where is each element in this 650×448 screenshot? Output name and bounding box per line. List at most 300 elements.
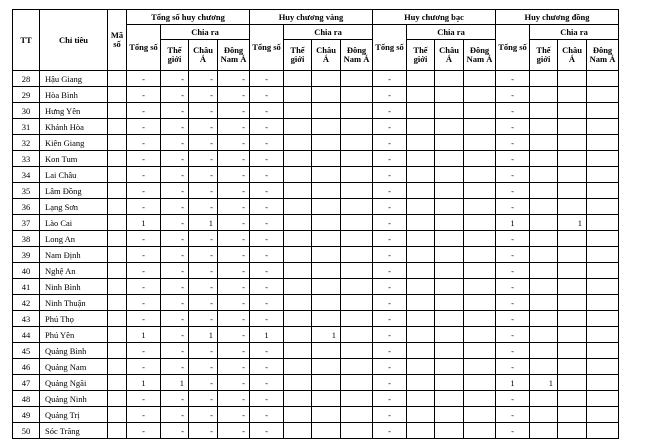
- value-cell: [558, 71, 587, 87]
- group-header-bronze: Huy chương đồng: [496, 10, 619, 25]
- value-cell: 1: [496, 375, 530, 391]
- value-cell: -: [250, 343, 284, 359]
- value-cell: [341, 135, 373, 151]
- value-cell: 1: [558, 215, 587, 231]
- value-cell: -: [189, 119, 218, 135]
- table-row: [13, 167, 619, 183]
- value-cell: [284, 215, 312, 231]
- value-cell: [312, 407, 341, 423]
- value-cell: [341, 151, 373, 167]
- value-cell: -: [161, 103, 189, 119]
- value-cell: -: [250, 87, 284, 103]
- value-cell: -: [218, 87, 250, 103]
- value-cell: [341, 119, 373, 135]
- value-cell: [435, 375, 464, 391]
- value-cell: -: [127, 119, 161, 135]
- value-cell: [530, 311, 558, 327]
- value-cell: [312, 135, 341, 151]
- table-row: [13, 263, 619, 279]
- value-cell: -: [218, 407, 250, 423]
- value-cell: [284, 391, 312, 407]
- tong-so-header: Tổng số: [373, 25, 407, 71]
- value-cell: -: [161, 71, 189, 87]
- value-cell: -: [250, 71, 284, 87]
- value-cell: 1: [530, 375, 558, 391]
- province-name: Lâm Đồng: [40, 183, 108, 199]
- value-cell: -: [496, 247, 530, 263]
- value-cell: [558, 391, 587, 407]
- table-row: [13, 375, 619, 391]
- value-cell: [341, 375, 373, 391]
- value-cell: [530, 103, 558, 119]
- value-cell: [284, 423, 312, 439]
- row-number: 48: [13, 391, 40, 407]
- value-cell: [312, 103, 341, 119]
- value-cell: -: [127, 359, 161, 375]
- value-cell: [530, 119, 558, 135]
- value-cell: [587, 167, 619, 183]
- value-cell: [312, 183, 341, 199]
- value-cell: [284, 231, 312, 247]
- value-cell: [341, 359, 373, 375]
- table-row: [13, 71, 619, 87]
- value-cell: -: [373, 311, 407, 327]
- value-cell: -: [218, 343, 250, 359]
- value-cell: [530, 247, 558, 263]
- value-cell: [530, 407, 558, 423]
- ma-so-cell: [108, 103, 127, 119]
- value-cell: [530, 87, 558, 103]
- value-cell: -: [189, 151, 218, 167]
- row-number: 44: [13, 327, 40, 343]
- value-cell: [464, 279, 496, 295]
- value-cell: [312, 375, 341, 391]
- value-cell: -: [373, 423, 407, 439]
- value-cell: -: [373, 375, 407, 391]
- value-cell: [558, 279, 587, 295]
- value-cell: [558, 199, 587, 215]
- value-cell: [312, 343, 341, 359]
- value-cell: -: [218, 119, 250, 135]
- chau-a-header: Châu Á: [312, 40, 341, 71]
- value-cell: [341, 391, 373, 407]
- value-cell: [341, 295, 373, 311]
- table-row: [13, 87, 619, 103]
- value-cell: [530, 135, 558, 151]
- table-row: [13, 359, 619, 375]
- value-cell: -: [373, 135, 407, 151]
- value-cell: [407, 183, 435, 199]
- chau-a-header: Châu Á: [435, 40, 464, 71]
- value-cell: -: [161, 151, 189, 167]
- value-cell: -: [127, 295, 161, 311]
- value-cell: [341, 279, 373, 295]
- value-cell: [341, 183, 373, 199]
- value-cell: [530, 263, 558, 279]
- value-cell: -: [496, 119, 530, 135]
- value-cell: [587, 215, 619, 231]
- value-cell: -: [161, 135, 189, 151]
- value-cell: -: [250, 215, 284, 231]
- group-header-total: Tổng số huy chương: [127, 10, 250, 25]
- value-cell: -: [250, 135, 284, 151]
- value-cell: -: [496, 167, 530, 183]
- value-cell: [587, 71, 619, 87]
- province-name: Khánh Hòa: [40, 119, 108, 135]
- value-cell: [407, 295, 435, 311]
- ma-so-header: Mã số: [108, 10, 127, 71]
- value-cell: [464, 311, 496, 327]
- value-cell: [312, 231, 341, 247]
- ma-so-cell: [108, 183, 127, 199]
- value-cell: -: [496, 423, 530, 439]
- value-cell: [407, 119, 435, 135]
- value-cell: -: [373, 391, 407, 407]
- value-cell: -: [496, 71, 530, 87]
- value-cell: [587, 423, 619, 439]
- value-cell: -: [189, 71, 218, 87]
- value-cell: [312, 199, 341, 215]
- value-cell: [435, 87, 464, 103]
- value-cell: [284, 327, 312, 343]
- value-cell: -: [161, 327, 189, 343]
- value-cell: -: [218, 375, 250, 391]
- value-cell: -: [373, 199, 407, 215]
- province-name: Kiên Giang: [40, 135, 108, 151]
- value-cell: [464, 247, 496, 263]
- value-cell: -: [161, 295, 189, 311]
- value-cell: [464, 103, 496, 119]
- value-cell: 1: [127, 215, 161, 231]
- value-cell: [435, 311, 464, 327]
- value-cell: -: [218, 231, 250, 247]
- value-cell: [558, 311, 587, 327]
- ma-so-cell: [108, 215, 127, 231]
- value-cell: -: [218, 359, 250, 375]
- value-cell: 1: [312, 327, 341, 343]
- row-number: 34: [13, 167, 40, 183]
- value-cell: -: [250, 359, 284, 375]
- value-cell: -: [496, 135, 530, 151]
- ma-so-cell: [108, 151, 127, 167]
- value-cell: -: [218, 295, 250, 311]
- value-cell: -: [218, 311, 250, 327]
- table-row: [13, 103, 619, 119]
- row-number: 38: [13, 231, 40, 247]
- province-name: Hưng Yên: [40, 103, 108, 119]
- row-number: 49: [13, 407, 40, 423]
- value-cell: -: [127, 199, 161, 215]
- value-cell: [587, 359, 619, 375]
- value-cell: [530, 215, 558, 231]
- value-cell: [341, 407, 373, 423]
- value-cell: -: [218, 71, 250, 87]
- value-cell: -: [496, 295, 530, 311]
- value-cell: -: [496, 279, 530, 295]
- ma-so-cell: [108, 247, 127, 263]
- value-cell: [407, 215, 435, 231]
- value-cell: -: [250, 311, 284, 327]
- dong-nam-a-header: Đông Nam Á: [464, 40, 496, 71]
- value-cell: [435, 215, 464, 231]
- value-cell: [284, 247, 312, 263]
- value-cell: [341, 423, 373, 439]
- value-cell: -: [161, 343, 189, 359]
- the-gioi-header: Thế giới: [530, 40, 558, 71]
- dong-nam-a-header: Đông Nam Á: [341, 40, 373, 71]
- value-cell: -: [250, 375, 284, 391]
- value-cell: [435, 199, 464, 215]
- value-cell: -: [127, 167, 161, 183]
- value-cell: [407, 423, 435, 439]
- value-cell: -: [496, 103, 530, 119]
- value-cell: [435, 135, 464, 151]
- value-cell: -: [189, 311, 218, 327]
- value-cell: [435, 263, 464, 279]
- value-cell: [284, 375, 312, 391]
- value-cell: [587, 263, 619, 279]
- row-number: 31: [13, 119, 40, 135]
- chau-a-header: Châu Á: [558, 40, 587, 71]
- value-cell: -: [496, 151, 530, 167]
- value-cell: [464, 119, 496, 135]
- value-cell: -: [127, 423, 161, 439]
- value-cell: [341, 167, 373, 183]
- value-cell: [558, 87, 587, 103]
- province-name: Lạng Sơn: [40, 199, 108, 215]
- province-name: Lào Cai: [40, 215, 108, 231]
- ma-so-cell: [108, 407, 127, 423]
- value-cell: -: [218, 279, 250, 295]
- row-number: 46: [13, 359, 40, 375]
- value-cell: [435, 167, 464, 183]
- value-cell: [341, 327, 373, 343]
- value-cell: [530, 231, 558, 247]
- table-row: [13, 151, 619, 167]
- table-row: [13, 311, 619, 327]
- value-cell: -: [127, 87, 161, 103]
- value-cell: [558, 247, 587, 263]
- value-cell: [558, 167, 587, 183]
- province-name: Ninh Bình: [40, 279, 108, 295]
- value-cell: -: [161, 311, 189, 327]
- province-name: Nghệ An: [40, 263, 108, 279]
- value-cell: [558, 231, 587, 247]
- value-cell: [558, 295, 587, 311]
- value-cell: [341, 215, 373, 231]
- ma-so-cell: [108, 199, 127, 215]
- value-cell: [407, 167, 435, 183]
- value-cell: [435, 343, 464, 359]
- value-cell: [435, 391, 464, 407]
- value-cell: -: [250, 391, 284, 407]
- value-cell: [284, 359, 312, 375]
- value-cell: [407, 103, 435, 119]
- value-cell: -: [189, 103, 218, 119]
- value-cell: -: [127, 391, 161, 407]
- value-cell: [435, 327, 464, 343]
- value-cell: -: [496, 343, 530, 359]
- value-cell: 1: [496, 215, 530, 231]
- value-cell: [284, 279, 312, 295]
- value-cell: -: [161, 87, 189, 103]
- value-cell: [530, 343, 558, 359]
- value-cell: [312, 311, 341, 327]
- value-cell: [435, 423, 464, 439]
- row-number: 50: [13, 423, 40, 439]
- province-name: Quảng Trị: [40, 407, 108, 423]
- value-cell: -: [250, 199, 284, 215]
- ma-so-cell: [108, 423, 127, 439]
- value-cell: [407, 87, 435, 103]
- value-cell: [558, 119, 587, 135]
- value-cell: [464, 167, 496, 183]
- ma-so-cell: [108, 263, 127, 279]
- ma-so-cell: [108, 119, 127, 135]
- value-cell: [530, 199, 558, 215]
- value-cell: -: [373, 279, 407, 295]
- value-cell: -: [218, 135, 250, 151]
- value-cell: [464, 295, 496, 311]
- value-cell: [587, 295, 619, 311]
- row-number: 35: [13, 183, 40, 199]
- value-cell: [312, 359, 341, 375]
- value-cell: -: [161, 263, 189, 279]
- value-cell: -: [189, 295, 218, 311]
- value-cell: -: [161, 359, 189, 375]
- value-cell: [312, 391, 341, 407]
- value-cell: -: [127, 135, 161, 151]
- value-cell: [312, 167, 341, 183]
- ma-so-cell: [108, 231, 127, 247]
- value-cell: -: [218, 391, 250, 407]
- value-cell: -: [127, 231, 161, 247]
- value-cell: -: [496, 407, 530, 423]
- value-cell: -: [189, 423, 218, 439]
- value-cell: [530, 279, 558, 295]
- value-cell: -: [250, 151, 284, 167]
- value-cell: [341, 71, 373, 87]
- value-cell: [464, 375, 496, 391]
- value-cell: [587, 247, 619, 263]
- row-number: 33: [13, 151, 40, 167]
- value-cell: [284, 263, 312, 279]
- ma-so-cell: [108, 391, 127, 407]
- value-cell: [587, 343, 619, 359]
- value-cell: -: [218, 151, 250, 167]
- value-cell: [435, 247, 464, 263]
- value-cell: -: [189, 247, 218, 263]
- province-name: Phú Thọ: [40, 311, 108, 327]
- value-cell: -: [496, 199, 530, 215]
- ma-so-cell: [108, 327, 127, 343]
- value-cell: [558, 343, 587, 359]
- province-name: Nam Định: [40, 247, 108, 263]
- table-row: [13, 407, 619, 423]
- value-cell: [464, 183, 496, 199]
- value-cell: -: [250, 167, 284, 183]
- chau-a-header: Châu Á: [189, 40, 218, 71]
- value-cell: -: [161, 407, 189, 423]
- value-cell: [530, 295, 558, 311]
- value-cell: [312, 119, 341, 135]
- value-cell: [558, 375, 587, 391]
- province-name: Lai Châu: [40, 167, 108, 183]
- value-cell: [435, 407, 464, 423]
- value-cell: -: [373, 263, 407, 279]
- value-cell: [558, 407, 587, 423]
- value-cell: [407, 263, 435, 279]
- value-cell: [407, 359, 435, 375]
- ma-so-cell: [108, 135, 127, 151]
- value-cell: -: [189, 135, 218, 151]
- value-cell: -: [161, 167, 189, 183]
- value-cell: [464, 215, 496, 231]
- ma-so-cell: [108, 311, 127, 327]
- value-cell: [530, 167, 558, 183]
- value-cell: [587, 199, 619, 215]
- value-cell: -: [189, 263, 218, 279]
- table-row: [13, 183, 619, 199]
- tong-so-header: Tổng số: [496, 25, 530, 71]
- value-cell: -: [496, 327, 530, 343]
- value-cell: [284, 311, 312, 327]
- value-cell: [312, 71, 341, 87]
- medal-statistics-table: [12, 9, 619, 439]
- value-cell: [435, 295, 464, 311]
- chia-ra-header: Chia ra: [161, 25, 250, 40]
- value-cell: -: [189, 343, 218, 359]
- chi-tieu-header: Chỉ tiêu: [40, 10, 108, 71]
- value-cell: [284, 87, 312, 103]
- value-cell: -: [189, 183, 218, 199]
- table-row: [13, 119, 619, 135]
- value-cell: [312, 423, 341, 439]
- value-cell: -: [373, 215, 407, 231]
- value-cell: -: [127, 247, 161, 263]
- province-name: Quảng Bình: [40, 343, 108, 359]
- value-cell: [530, 391, 558, 407]
- value-cell: 1: [161, 375, 189, 391]
- row-number: 43: [13, 311, 40, 327]
- table-row: [13, 231, 619, 247]
- value-cell: -: [189, 87, 218, 103]
- value-cell: -: [127, 71, 161, 87]
- value-cell: -: [127, 279, 161, 295]
- value-cell: [312, 151, 341, 167]
- province-name: Sóc Trăng: [40, 423, 108, 439]
- value-cell: [435, 151, 464, 167]
- value-cell: [312, 87, 341, 103]
- table-row: [13, 343, 619, 359]
- value-cell: -: [250, 247, 284, 263]
- value-cell: -: [127, 151, 161, 167]
- value-cell: -: [218, 423, 250, 439]
- value-cell: [435, 183, 464, 199]
- value-cell: -: [373, 151, 407, 167]
- value-cell: [587, 135, 619, 151]
- value-cell: -: [373, 231, 407, 247]
- value-cell: 1: [127, 327, 161, 343]
- value-cell: [284, 103, 312, 119]
- value-cell: [284, 183, 312, 199]
- value-cell: -: [373, 167, 407, 183]
- table-row: [13, 135, 619, 151]
- value-cell: -: [218, 103, 250, 119]
- value-cell: [530, 327, 558, 343]
- value-cell: [435, 231, 464, 247]
- value-cell: [312, 279, 341, 295]
